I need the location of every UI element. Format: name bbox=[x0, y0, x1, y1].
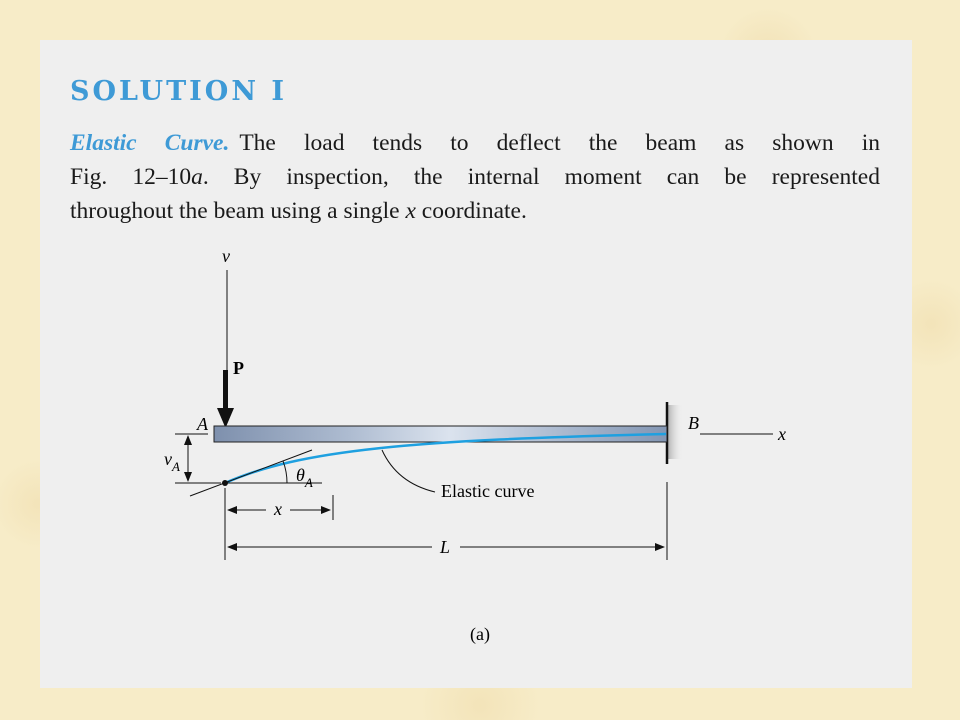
point-a-label: A bbox=[197, 414, 208, 434]
x-dim-label: x bbox=[274, 499, 282, 519]
deflection-label: $v_A$ bbox=[164, 449, 180, 474]
paragraph-line-2: Fig. 12–10a. By inspection, the internal moment can be represented bbox=[70, 164, 880, 190]
curve-leader bbox=[382, 450, 435, 492]
load-arrow bbox=[217, 370, 234, 428]
slope-tangent bbox=[190, 450, 312, 496]
figure-caption: (a) bbox=[470, 624, 490, 644]
beam bbox=[214, 426, 667, 442]
load-label: P bbox=[233, 358, 244, 378]
paragraph-line-1: Elastic Curve. The load tends to deflect the beam as shown in bbox=[70, 130, 880, 156]
x-axis-label: x bbox=[778, 424, 786, 444]
solution-heading: SOLUTION I bbox=[70, 76, 288, 107]
slope-label: $\theta_A$ bbox=[296, 465, 313, 490]
v-axis-label: v bbox=[222, 246, 230, 266]
length-label: L bbox=[440, 537, 451, 557]
slide-panel bbox=[40, 40, 912, 688]
curve-label: Elastic curve bbox=[441, 481, 535, 501]
wall-shadow bbox=[667, 405, 683, 459]
paragraph-line-3: throughout the beam using a single x coordinate. bbox=[70, 198, 527, 224]
point-b-label: B bbox=[688, 413, 699, 433]
elastic-curve-lead: Elastic Curve. bbox=[70, 130, 230, 156]
beam-figure bbox=[40, 40, 912, 688]
